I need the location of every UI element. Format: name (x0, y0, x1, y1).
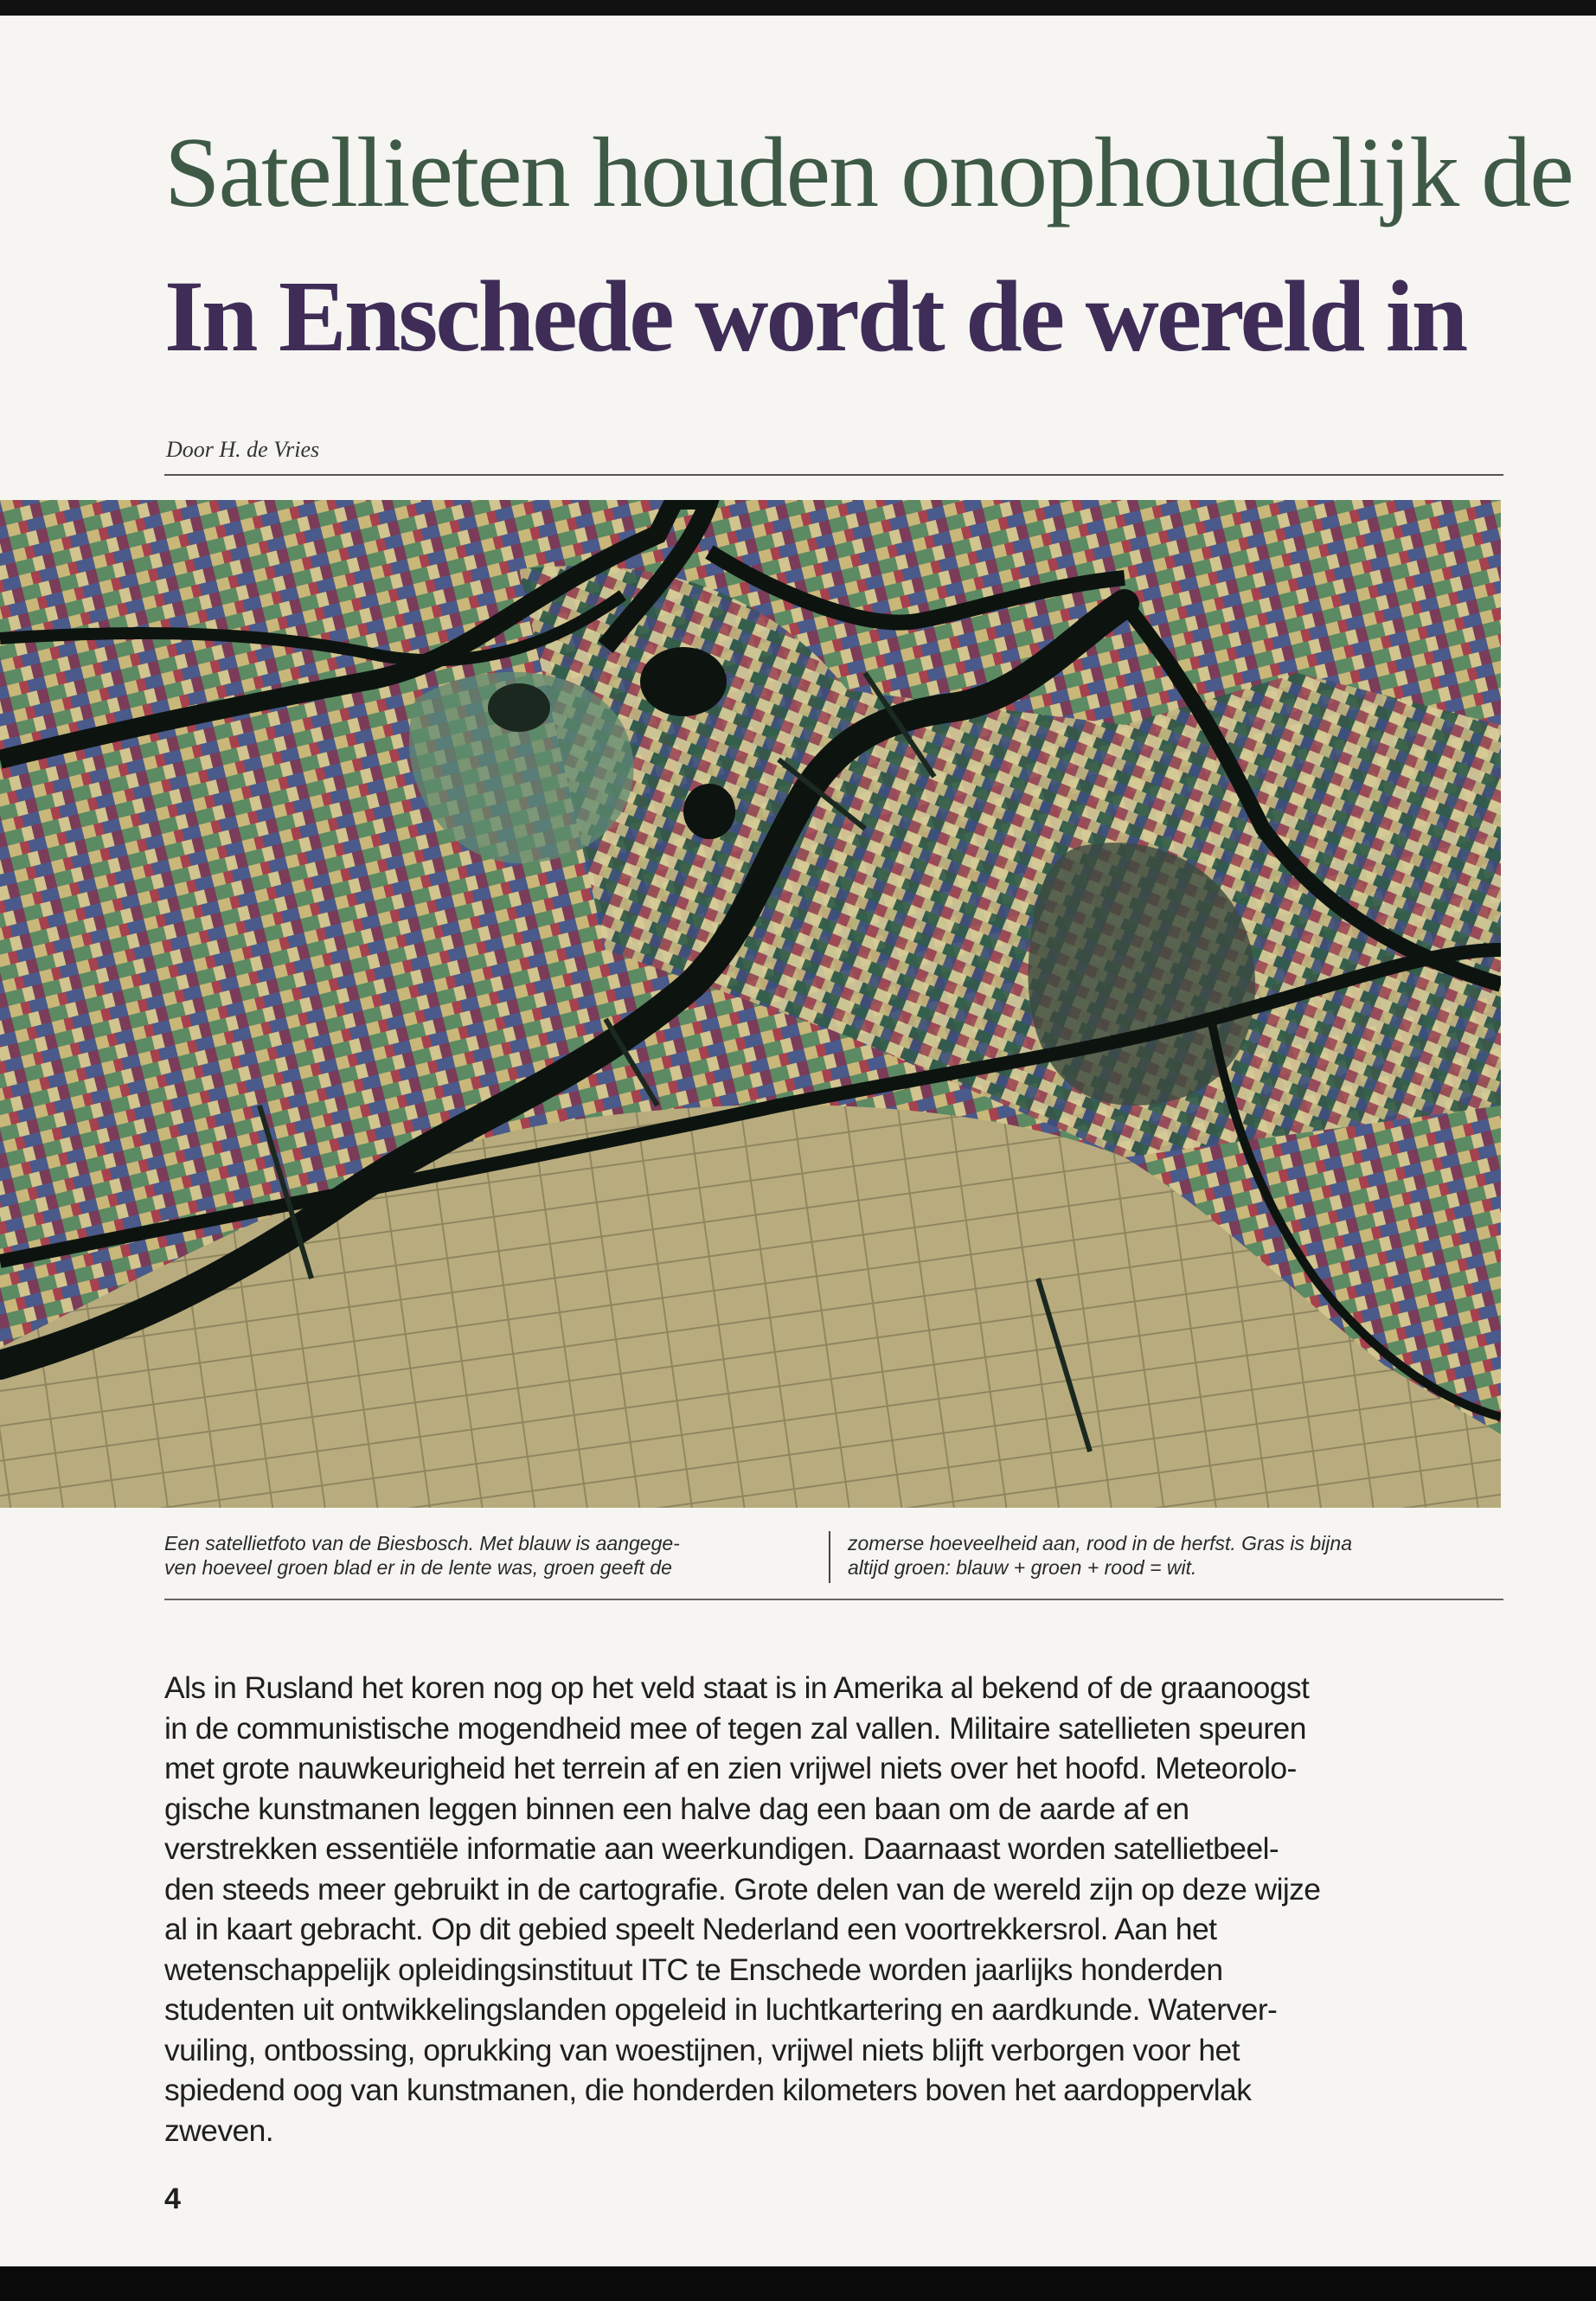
body-line: zweven. (164, 2112, 274, 2148)
body-line: gische kunstmanen leggen binnen een halve dag een baan om de aarde af en (164, 1791, 1189, 1826)
body-line: den steeds meer gebruikt in de cartografie. Grote delen van de wereld zijn op deze wijze (164, 1871, 1321, 1907)
caption-line: zomerse hoeveelheid aan, rood in de herfst. Gras is bijna (848, 1532, 1352, 1554)
caption-divider (829, 1531, 830, 1583)
caption-divider-rule (164, 1599, 1503, 1600)
scan-edge (0, 2266, 1596, 2301)
satellite-photo (0, 500, 1501, 1508)
body-line: verstrekken essentiële informatie aan weerkundigen. Daarnaast worden satellietbeel- (164, 1831, 1279, 1866)
caption-line: Een satellietfoto van de Biesbosch. Met blauw is aangege- (164, 1532, 680, 1554)
headline-main: In Enschede wordt de wereld in (164, 260, 1466, 373)
body-line: spiedend oog van kunstmanen, die honderden kilometers boven het aardoppervlak (164, 2073, 1252, 2107)
body-line: al in kaart gebracht. Op dit gebied speelt Nederland een voortrekkersrol. Aan het (164, 1912, 1217, 1946)
body-line: Als in Rusland het koren nog op het veld staat is in Amerika al bekend of de graanoogst (164, 1670, 1310, 1705)
byline: Door H. de Vries (166, 437, 320, 462)
byline-divider (164, 474, 1503, 476)
body-line: studenten uit ontwikkelingslanden opgeleid in luchtkartering en aardkunde. Waterver- (164, 1992, 1278, 2027)
page-number: 4 (164, 2182, 181, 2215)
body-line: met grote nauwkeurigheid het terrein af en zien vrijwel niets over het hoofd. Meteorolo- (164, 1751, 1297, 1785)
body-line: vuiling, ontbossing, oprukking van woestijnen, vrijwel niets blijft verborgen voor het (164, 2032, 1240, 2067)
headline-top: Satellieten houden onophoudelijk de (164, 118, 1573, 228)
magazine-page (0, 16, 1596, 2266)
photo-caption-left (164, 1531, 796, 1580)
caption-line: ven hoeveel groen blad er in de lente was, groen geeft de (164, 1556, 672, 1579)
body-line: in de communistische mogendheid mee of tegen zal vallen. Militaire satellieten speuren (164, 1710, 1306, 1746)
article-body (164, 1668, 1514, 2150)
caption-line: altijd groen: blauw + groen + rood = wit. (848, 1556, 1197, 1579)
body-line: wetenschappelijk opleidingsinstituut ITC te Enschede worden jaarlijks honderden (164, 1952, 1223, 1987)
photo-caption-right (848, 1531, 1488, 1580)
